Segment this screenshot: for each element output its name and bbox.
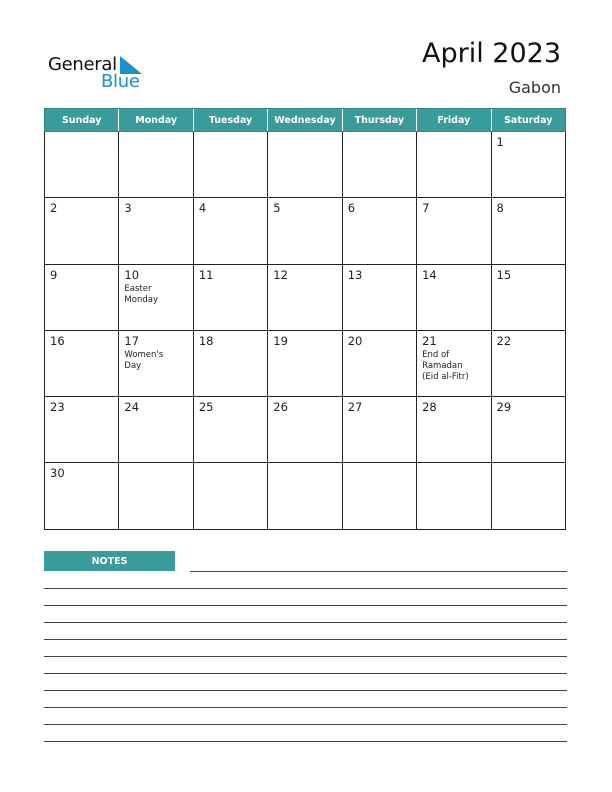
holiday-label: End of Ramadan (Eid al-Fitr): [422, 349, 469, 382]
day-number: 11: [198, 267, 214, 282]
weekday-sunday: Sunday: [45, 109, 119, 131]
day-number: 9: [50, 267, 58, 282]
day-number: 25: [198, 400, 214, 415]
day-cell: [194, 331, 268, 397]
day-cell: [45, 397, 119, 463]
week-row: [44, 198, 566, 264]
calendar-weeks: [44, 132, 566, 530]
notes-line: [190, 571, 567, 572]
weekday-thursday: Thursday: [343, 109, 417, 131]
day-number: 6: [347, 201, 356, 216]
notes-label: NOTES: [44, 551, 175, 571]
day-number: 24: [124, 400, 140, 415]
day-cell: [119, 132, 193, 198]
notes-line: [44, 605, 567, 606]
week-row: [44, 331, 566, 397]
holiday-label: Easter Monday: [124, 283, 158, 305]
day-cell: [492, 463, 566, 529]
day-cell: [45, 132, 119, 198]
weekday-monday: Monday: [119, 109, 193, 131]
notes-line: [44, 690, 567, 691]
day-cell: [492, 397, 566, 463]
day-cell: [492, 132, 566, 198]
day-cell: [45, 198, 119, 264]
day-cell: [45, 265, 119, 331]
week-row: [44, 463, 566, 529]
day-cell: [343, 198, 417, 264]
day-number: 5: [273, 201, 281, 216]
day-cell: [417, 331, 491, 397]
day-number: 15: [496, 267, 512, 282]
day-cell: [45, 331, 119, 397]
day-cell: [119, 198, 193, 264]
day-cell: [417, 463, 491, 529]
brand-logo: [48, 52, 158, 92]
day-cell: [119, 331, 193, 397]
day-number: 18: [198, 333, 214, 348]
day-cell: [194, 132, 268, 198]
week-row: [44, 397, 566, 463]
day-number: 28: [422, 400, 437, 415]
day-cell: [343, 331, 417, 397]
day-number: 3: [124, 201, 132, 216]
logo-text-general: General: [48, 54, 117, 75]
day-cell: [194, 463, 268, 529]
day-cell: [268, 463, 342, 529]
calendar-grid: [44, 108, 566, 530]
logo-text-blue: Blue: [101, 71, 140, 92]
weekday-tuesday: Tuesday: [194, 109, 268, 131]
day-number: 13: [347, 267, 363, 282]
day-cell: [45, 463, 119, 529]
day-number: 4: [198, 201, 207, 216]
day-cell: [194, 265, 268, 331]
weekday-saturday: Saturday: [504, 114, 553, 126]
day-number: 21: [422, 333, 437, 348]
day-number: 20: [347, 333, 363, 348]
day-number: 26: [273, 400, 288, 415]
notes-line: [44, 639, 567, 640]
day-cell: [492, 198, 566, 264]
day-cell: [343, 265, 417, 331]
day-number: 12: [273, 267, 288, 282]
day-cell: [119, 463, 193, 529]
weekday-header: [44, 108, 566, 132]
day-cell: [417, 198, 491, 264]
day-cell: [268, 198, 342, 264]
notes-line: [44, 622, 567, 623]
day-number: 27: [347, 400, 363, 415]
day-cell: [119, 265, 193, 331]
day-cell: [268, 331, 342, 397]
day-cell: [492, 331, 566, 397]
day-number: 30: [50, 466, 65, 481]
day-cell: [194, 397, 268, 463]
day-cell: [268, 132, 342, 198]
day-number: 17: [124, 333, 140, 348]
day-number: 29: [496, 400, 512, 415]
day-cell: [268, 265, 342, 331]
day-cell: [492, 265, 566, 331]
weekday-friday: Friday: [417, 109, 491, 131]
day-cell: [343, 397, 417, 463]
day-cell: [343, 132, 417, 198]
day-cell: [417, 397, 491, 463]
week-row: [44, 265, 566, 331]
day-cell: [417, 132, 491, 198]
day-number: 23: [50, 400, 65, 415]
day-number: 1: [496, 135, 504, 149]
day-cell: [268, 397, 342, 463]
notes-line: [44, 588, 567, 589]
day-number: 22: [496, 333, 512, 348]
notes-line: [44, 656, 567, 657]
day-number: 19: [273, 333, 288, 348]
day-cell: [194, 198, 268, 264]
day-cell: [417, 265, 491, 331]
weekday-wednesday: Wednesday: [268, 109, 342, 131]
day-number: 16: [50, 333, 65, 348]
day-cell: [119, 397, 193, 463]
day-number: 14: [422, 267, 437, 282]
notes-line: [44, 707, 567, 708]
day-number: 7: [422, 201, 430, 216]
holiday-label: Women's Day: [124, 349, 164, 371]
day-number: 10: [124, 267, 140, 282]
day-number: 8: [496, 201, 504, 216]
day-number: 2: [50, 201, 58, 216]
notes-line: [44, 673, 567, 674]
page-title: April 2023: [421, 38, 561, 69]
notes-line: [44, 741, 567, 742]
week-row: [44, 132, 566, 198]
day-cell: [343, 463, 417, 529]
notes-line: [44, 724, 567, 725]
country-name: Gabon: [508, 78, 561, 97]
